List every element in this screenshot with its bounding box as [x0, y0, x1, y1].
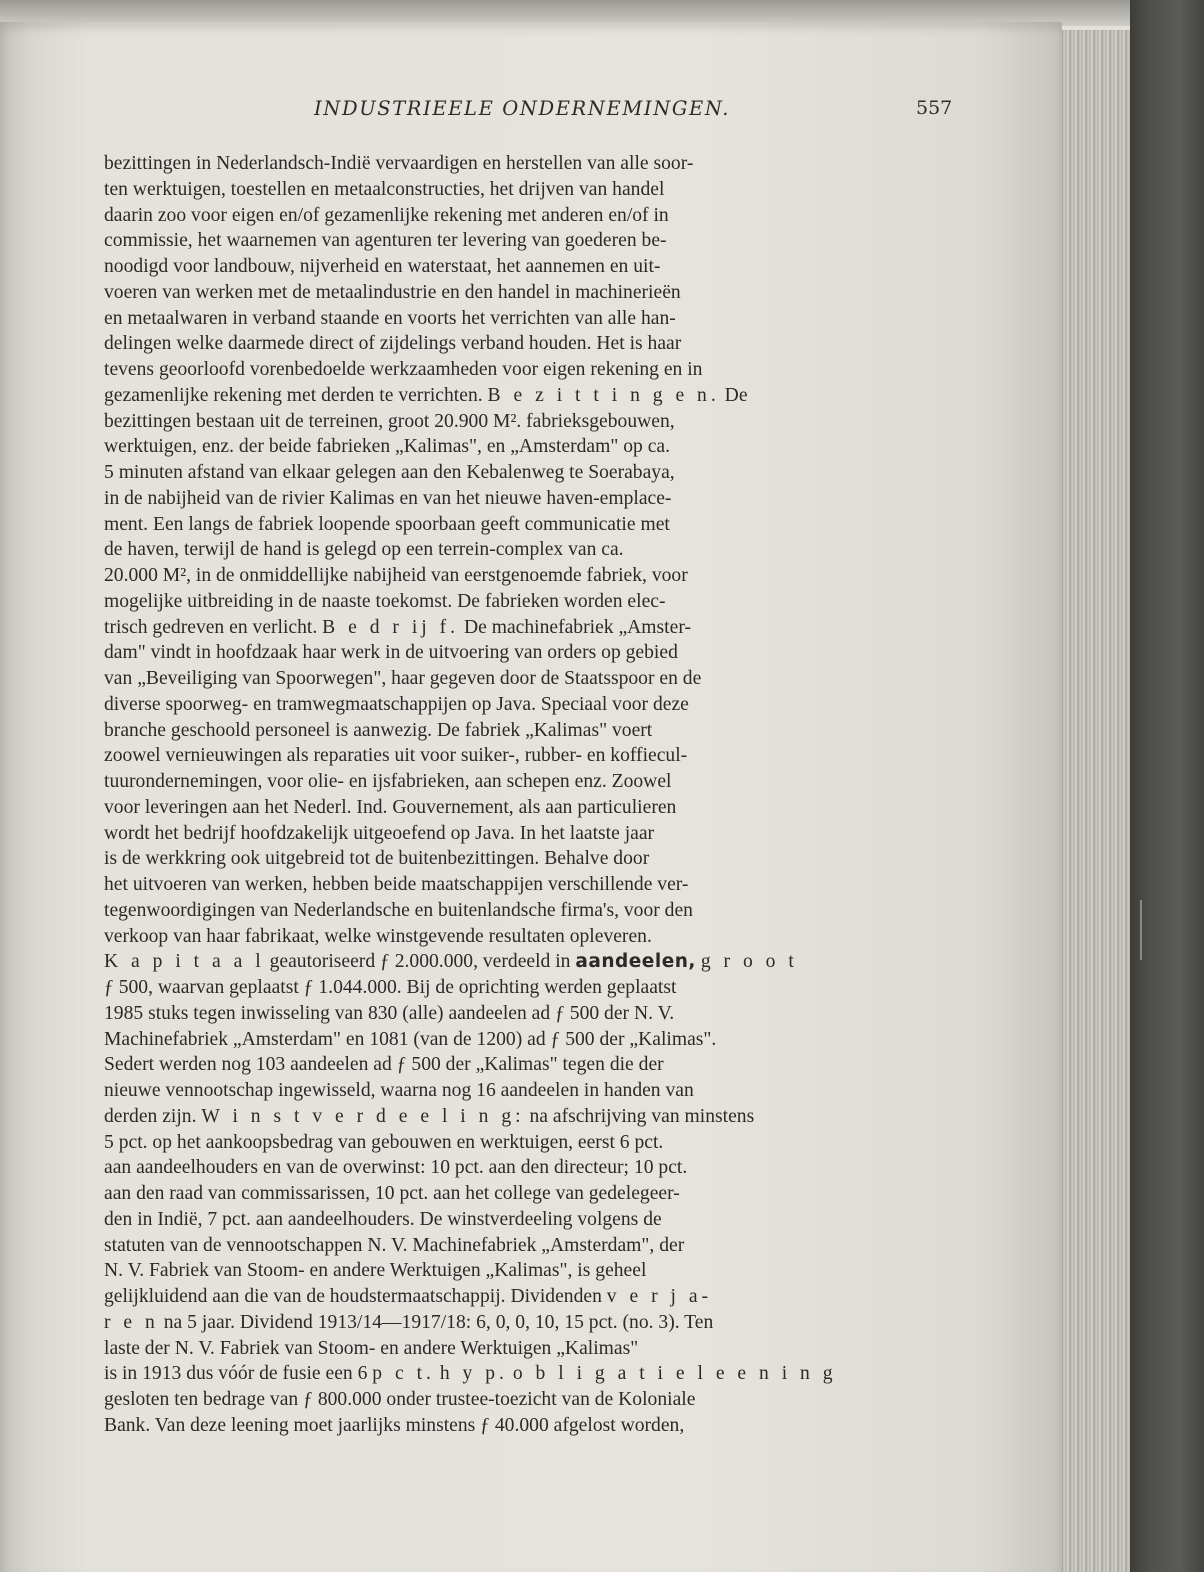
text-line: daarin zoo voor eigen en/of gezamenlijke rekening met anderen en/of in — [104, 204, 669, 226]
text-line: van „Beveiliging van Spoorwegen", haar gegeven door de Staatsspoor en de — [104, 668, 702, 689]
text-run: na 5 jaar. Dividend 1913/14—1917/18: 6, 0, 0, 10, 15 pct. (no. 3). Ten — [163, 1311, 714, 1333]
text-line: noodigd voor landbouw, nijverheid en waterstaat, het aannemen en uit- — [104, 256, 661, 277]
text-line: tevens geoorloofd vorenbedoelde werkzaamheden voor eigen rekening en in — [104, 359, 703, 380]
text-run: gezamenlijke rekening met derden te verrichten. — [104, 384, 483, 406]
text-run: De — [724, 384, 748, 406]
text-line: verkoop van haar fabrikaat, welke winstgevende resultaten opleveren. — [104, 925, 652, 947]
text-line: bezittingen bestaan uit de terreinen, groot 20.900 M². fabrieksgebouwen, — [104, 410, 675, 432]
text-line: Sedert werden nog 103 aandeelen ad ƒ 500 der „Kalimas" tegen die der — [104, 1054, 664, 1076]
text-line: aan den raad van commissarissen, 10 pct. aan het college van gedelegeer- — [104, 1183, 680, 1204]
text-line: diverse spoorweg- en tramwegmaatschappijen op Java. Speciaal voor deze — [104, 693, 689, 715]
text-line: is de werkkring ook uitgebreid tot de buitenbezittingen. Behalve door — [104, 848, 650, 870]
spaced-term-hyp: h y p. — [439, 1363, 508, 1385]
spaced-term-groot: g r o o t — [700, 951, 798, 973]
text-line: bezittingen in Nederlandsch-Indië vervaardigen en herstellen van alle soor- — [104, 153, 694, 174]
text-run: gelijkluidend aan die van de houdstermaatschappij. Dividenden — [104, 1286, 602, 1307]
body-text — [104, 151, 940, 1439]
section-term-obligatieleening: o b l i g a t i e l e e n i n g — [512, 1363, 837, 1385]
text-line: tuurondernemingen, voor olie- en ijsfabrieken, aan schepen enz. Zoowel — [104, 771, 672, 792]
text-line: in de nabijheid van de rivier Kalimas en van het nieuwe haven-emplace- — [104, 487, 672, 509]
text-line — [104, 1284, 940, 1310]
text-line: branche geschoold personeel is aanwezig. De fabriek „Kalimas" voert — [104, 719, 653, 741]
text-line: Machinefabriek „Amsterdam" en 1081 (van de 1200) ad ƒ 500 der „Kalimas". — [104, 1028, 717, 1050]
text-run: na afschrijving van minstens — [529, 1105, 755, 1127]
section-term-kapitaal: K a p i t a a l — [104, 951, 265, 973]
text-line — [104, 1310, 940, 1336]
spaced-term-verjaren: v e r j a- — [606, 1286, 713, 1307]
text-line: Bank. Van deze leening moet jaarlijks minstens ƒ 40.000 afgelost worden, — [104, 1414, 685, 1436]
text-line — [104, 383, 940, 409]
text-run: trisch gedreven en verlicht. — [104, 616, 318, 638]
text-line: den in Indië, 7 pct. aan aandeelhouders. De winstverdeeling volgens de — [104, 1208, 662, 1230]
text-line: de haven, terwijl de hand is gelegd op een terrein-complex van ca. — [104, 539, 624, 561]
text-line: tegenwoordigingen van Nederlandsche en buitenlandsche firma's, voor den — [104, 899, 693, 921]
running-head: INDUSTRIEELE ONDERNEMINGEN. — [314, 97, 731, 120]
spaced-term-pct: p c t. — [372, 1363, 435, 1385]
text-line: 1985 stuks tegen inwisseling van 830 (alle) aandeelen ad ƒ 500 der N. V. — [104, 1002, 675, 1024]
page-number: 557 — [916, 97, 953, 119]
text-line: ten werktuigen, toestellen en metaalconstructies, het drijven van handel — [104, 178, 665, 200]
text-run: geautoriseerd ƒ 2.000.000, verdeeld in — [269, 951, 571, 973]
text-line: werktuigen, enz. der beide fabrieken „Kalimas", en „Amsterdam" op ca. — [104, 436, 671, 458]
text-line: statuten van de vennootschappen N. V. Machinefabriek „Amsterdam", der — [104, 1234, 685, 1256]
text-line — [104, 949, 940, 975]
text-line: delingen welke daarmede direct of zijdelings verband houden. Het is haar — [104, 333, 682, 355]
text-line — [104, 1104, 940, 1130]
spaced-term-ren: r e n — [104, 1311, 159, 1333]
text-line: het uitvoeren van werken, hebben beide maatschappijen verschillende ver- — [104, 874, 689, 895]
book-spine — [1130, 0, 1204, 1572]
text-line: zoowel vernieuwingen als reparaties uit voor suiker-, rubber- en koffiecul- — [104, 745, 688, 767]
text-line: mogelijke uitbreiding in de naaste toekomst. De fabrieken worden elec- — [104, 590, 666, 612]
text-line: laste der N. V. Fabriek van Stoom- en andere Werktuigen „Kalimas" — [104, 1337, 639, 1359]
page-header — [0, 97, 1062, 133]
text-line: wordt het bedrijf hoofdzakelijk uitgeoefend op Java. In het laatste jaar — [104, 822, 655, 844]
text-line — [104, 1361, 940, 1387]
text-line — [104, 615, 940, 641]
text-run: derden zijn. — [104, 1105, 197, 1127]
text-line: ƒ 500, waarvan geplaatst ƒ 1.044.000. Bij de oprichting werden geplaatst — [104, 977, 677, 998]
text-line: ment. Een langs de fabriek loopende spoorbaan geeft communicatie met — [104, 513, 670, 535]
text-line: gesloten ten bedrage van ƒ 800.000 onder trustee-toezicht van de Koloniale — [104, 1389, 696, 1410]
text-line: en metaalwaren in verband staande en voorts het verrichten van alle han- — [104, 307, 676, 329]
section-term-bedrijf: B e d r ij f. — [322, 616, 460, 638]
text-line: aan aandeelhouders en van de overwinst: 10 pct. aan den directeur; 10 pct. — [104, 1157, 688, 1179]
text-line: 20.000 M², in de onmiddellijke nabijheid van eerstgenoemde fabriek, voor — [104, 565, 688, 586]
text-line: voor leveringen aan het Nederl. Ind. Gouvernement, als aan particulieren — [104, 796, 677, 818]
text-line: 5 pct. op het aankoopsbedrag van gebouwen en werktuigen, eerst 6 pct. — [104, 1131, 664, 1153]
text-line: commissie, het waarnemen van agenturen ter levering van goederen be- — [104, 230, 667, 252]
text-line: 5 minuten afstand van elkaar gelegen aan den Kebalenweg te Soerabaya, — [104, 462, 675, 483]
text-line: dam" vindt in hoofdzaak haar werk in de uitvoering van orders op gebied — [104, 642, 678, 664]
text-run: is in 1913 dus vóór de fusie een 6 — [104, 1363, 368, 1385]
bold-term-aandeelen: aandeelen, — [575, 951, 696, 973]
text-line: N. V. Fabriek van Stoom- en andere Werktuigen „Kalimas", is geheel — [104, 1260, 647, 1282]
section-term-bezittingen: B e z i t t i n g e n. — [487, 384, 720, 406]
text-line: nieuwe vennootschap ingewisseld, waarna nog 16 aandeelen in handen van — [104, 1080, 694, 1101]
text-run: De machinefabriek „Amster- — [463, 616, 691, 638]
spine-mark — [1140, 900, 1142, 960]
text-line: voeren van werken met de metaalindustrie en den handel in machinerieën — [104, 281, 681, 303]
section-term-winstverdeeling: W i n s t v e r d e e l i n g: — [201, 1105, 525, 1127]
